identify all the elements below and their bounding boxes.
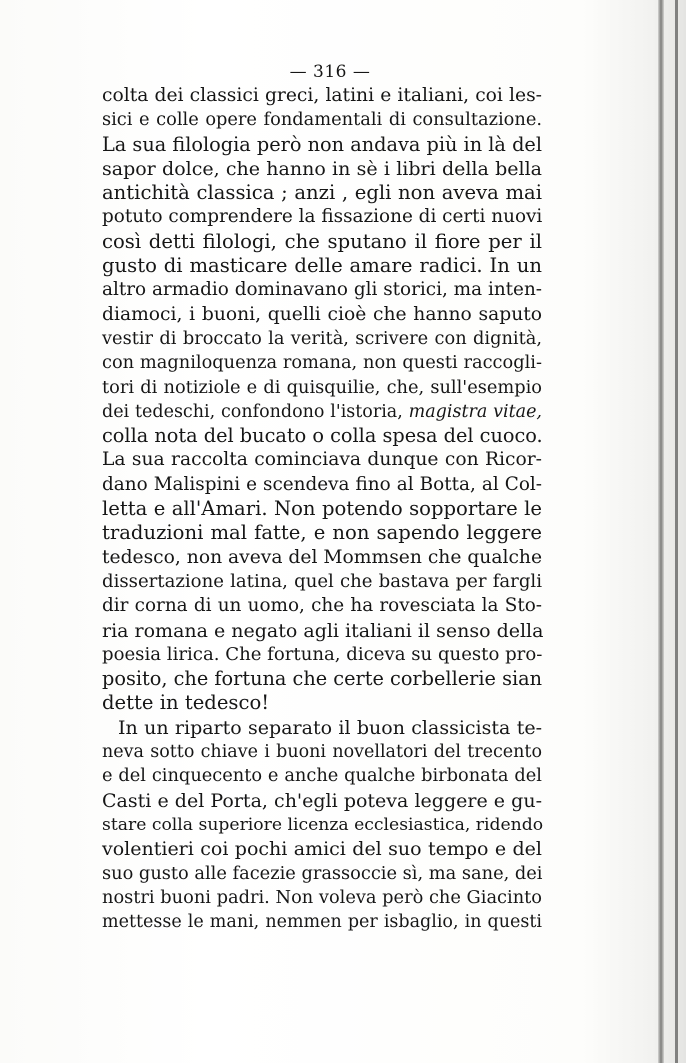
text-line: gusto di masticare delle amare radici. In un: [102, 254, 542, 278]
text-line: poesia lirica. Che fortuna, diceva su questo pro-: [102, 643, 543, 665]
text-line: con magniloquenza romana, non questi raccogli-: [102, 352, 542, 374]
text-line: volentieri coi pochi amici del suo tempo e del: [102, 838, 542, 861]
text-line: così detti filologi, che sputano il fiore per il: [102, 229, 542, 253]
text-line: dano Malispini e scendeva fino al Botta, al Col-: [102, 473, 542, 495]
text-line: diamoci, i buoni, quelli cioè che hanno saputo: [102, 303, 542, 325]
text-line: ria romana e negato agli italiani il senso della: [102, 619, 544, 642]
text-line: La sua filologia però non andava più in là del: [102, 132, 542, 156]
text-line: nostri buoni padri. Non voleva però che Giacinto: [102, 886, 542, 908]
text-line: posito, che fortuna che certe corbellerie sian: [102, 667, 543, 691]
text-line: tedesco, non aveva del Mommsen che qualche: [102, 546, 543, 568]
text-line: dir corna di un uomo, che ha rovesciata la Sto-: [102, 595, 542, 617]
text-line: dette in tedesco!: [102, 691, 270, 715]
text-line: vestir di broccato la verità, scrivere con dignità,: [102, 327, 542, 349]
text-line: sapor dolce, che hanno in sè i libri della bella: [102, 157, 542, 180]
text-line: potuto comprendere la fissazione di certi nuovi: [102, 206, 543, 228]
text-line: antichità classica ; anzi , egli non aveva mai: [102, 181, 542, 205]
text-line: traduzioni mal fatte, e non sapendo leggere: [102, 521, 542, 545]
italic-phrase: magistra vitae,: [408, 401, 542, 422]
text-line: neva sotto chiave i buoni novellatori del trecento: [102, 742, 542, 763]
text-segment: dei tedeschi, confondono l'istoria,: [102, 401, 409, 422]
page-number: — 316 —: [289, 62, 371, 82]
body-text: [102, 84, 542, 934]
text-line: Casti e del Porta, ch'egli poteva leggere e gu-: [102, 789, 542, 812]
text-line: sici e colle opere fondamentali di consultazione.: [102, 109, 542, 131]
text-line: suo gusto alle facezie grassoccie sì, ma sane, dei: [102, 862, 543, 884]
text-line: In un riparto separato il buon classicista te-: [118, 716, 542, 739]
text-line: [102, 400, 542, 424]
text-line: altro armadio dominavano gli storici, ma inten-: [102, 279, 542, 301]
text-line: e del cinquecento e anche qualche birbonata del: [102, 765, 542, 787]
text-line: tori di notiziole e di quisquilie, che, sull'esempio: [102, 376, 542, 398]
page-edge: [675, 0, 678, 1063]
text-line: mettesse le mani, nemmen per isbaglio, in questi: [102, 912, 542, 933]
page-gutter-shadow: [658, 0, 664, 1063]
text-line: dissertazione latina, quel che bastava per fargli: [102, 570, 542, 592]
text-line: colta dei classici greci, latini e italiani, coi les-: [102, 85, 542, 106]
text-line: La sua raccolta cominciava dunque con Ricor-: [102, 449, 542, 471]
text-line: stare colla superiore licenza ecclesiastica, ridendo: [102, 814, 544, 835]
text-line: letta e all'Amari. Non potendo sopportare le: [102, 497, 542, 521]
text-line: colla nota del bucato o colla spesa del cuoco.: [102, 424, 543, 448]
